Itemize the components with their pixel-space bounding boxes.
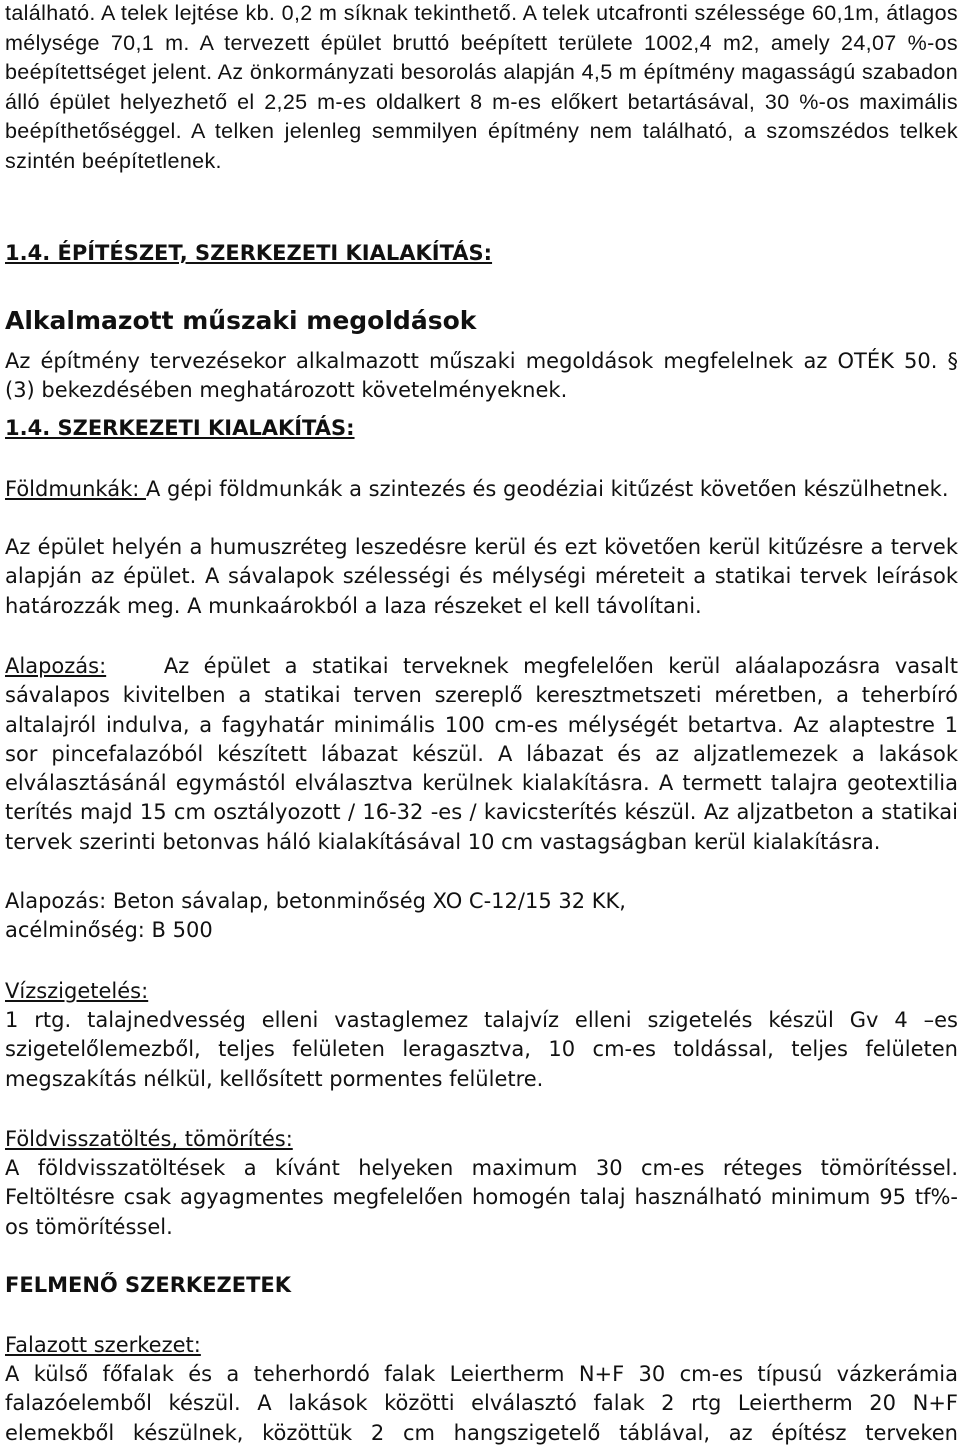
earthwork-paragraph (5, 475, 958, 504)
section-heading-superstructure: FELMENŐ SZERKEZETEK (5, 1273, 292, 1297)
waterproofing-heading (5, 977, 958, 1006)
waterproofing-label: Vízszigetelés: (5, 979, 149, 1003)
backfill-label: Földvisszatöltés, tömörítés: (5, 1127, 293, 1151)
subheading-technical-solutions: Alkalmazott műszaki megoldások (5, 306, 477, 335)
section-heading-structure-text: 1.4. SZERKEZETI KIALAKÍTÁS: (5, 416, 355, 440)
intro-paragraph: található. A telek lejtése kb. 0,2 m síknak tekinthető. A telek utcafronti szélessége 60,1m, átlagos mélysége 70,1 m. A tervezett épület bruttó beépített területe 1002,4 m2, amely 24,07 %-os beépítettséget jelent. Az önkormányzati besorolás alapján 4,5 m építmény magasságú szabadon álló épület helyezhető el 2,25 m-es oldalkert 8 m-es előkert betartásával, 30 %-os maximális beépíthetőséggel. A telken jelenleg semmilyen építmény nem található, a szomszédos telkek szintén beépítetlenek. (5, 1, 958, 173)
masonry-heading (5, 1331, 958, 1360)
backfill-paragraph: A földvisszatöltések a kívánt helyeken maximum 30 cm-es réteges tömörítéssel. Feltöltésre csak agyagmentes megfelelően homogén talaj használható minimum 95 tf%-os tömörítéssel. (5, 1156, 958, 1239)
section-heading-structure (5, 414, 958, 443)
earthwork-label: Földmunkák: (5, 477, 146, 501)
section-heading-architecture-text: 1.4. ÉPÍTÉSZET, SZERKEZETI KIALAKÍTÁS: (5, 241, 493, 265)
earthwork-paragraph-2: Az épület helyén a humuszréteg leszedésre kerül és ezt követően kerül kitűzésre a tervek alapján az épület. A sávalapok szélességi és mélységi méreteit a statikai tervek leírások határozzák meg. A munkaárokból a laza részeket el kell távolítani. (5, 535, 958, 618)
foundation-text: Az épület a statikai terveknek megfelelően kerül aláalapozásra vasalt sávalapos kivitelben a statikai terven szereplő keresztmetszeti méretben, a teherbíró altalajról indulva, a fagyhatár minimális 100 cm-es mélységét betartva. Az alaptestre 1 sor pincefalazóból készített lábazat készül. A lábazat és az aljzatlemezek a lakások elválasztásánál egymástól elválasztva kerülnek kialakításra. A termett talajra geotextilia terítés majd 15 cm osztályozott / 16-32 -es / kavicsterítés készül. Az aljzatbeton a statikai tervek szerinti betonvas háló kialakításával 10 cm vastagságban kerül kialakításra. (5, 654, 958, 854)
foundation-spec-2: acélminőség: B 500 (5, 918, 213, 942)
backfill-heading (5, 1125, 958, 1154)
waterproofing-paragraph: 1 rtg. talajnedvesség elleni vastaglemez talajvíz elleni szigetelés készül Gv 4 –es szigetelőlemezből, teljes felületen leragasztva, 10 cm-es toldással, teljes felületen megszakítás nélkül, kellősített pormentes felületre. (5, 1008, 958, 1091)
section-heading-architecture (5, 239, 958, 268)
masonry-label: Falazott szerkezet: (5, 1333, 201, 1357)
foundation-paragraph (5, 652, 958, 857)
foundation-spec-1: Alapozás: Beton sávalap, betonminőség XO C-12/15 32 KK, (5, 889, 626, 913)
masonry-paragraph: A külső főfalak és a teherhordó falak Leiertherm N+F 30 cm-es típusú vázkerámia falazóelemből készül. A lakások közötti elválasztó falak 2 rtg Leiertherm 20 N+F elemekből készülnek, közöttük 2 cm hangszigetelő táblával, az építész terveken (5, 1362, 958, 1445)
foundation-label: Alapozás: (5, 654, 107, 678)
technical-solutions-paragraph: Az építmény tervezésekor alkalmazott műszaki megoldások megfelelnek az OTÉK 50. § (3) bekezdésében meghatározott követelményeknek. (5, 349, 958, 403)
earthwork-text: A gépi földmunkák a szintezés és geodéziai kitűzést követően készülhetnek. (146, 477, 949, 501)
